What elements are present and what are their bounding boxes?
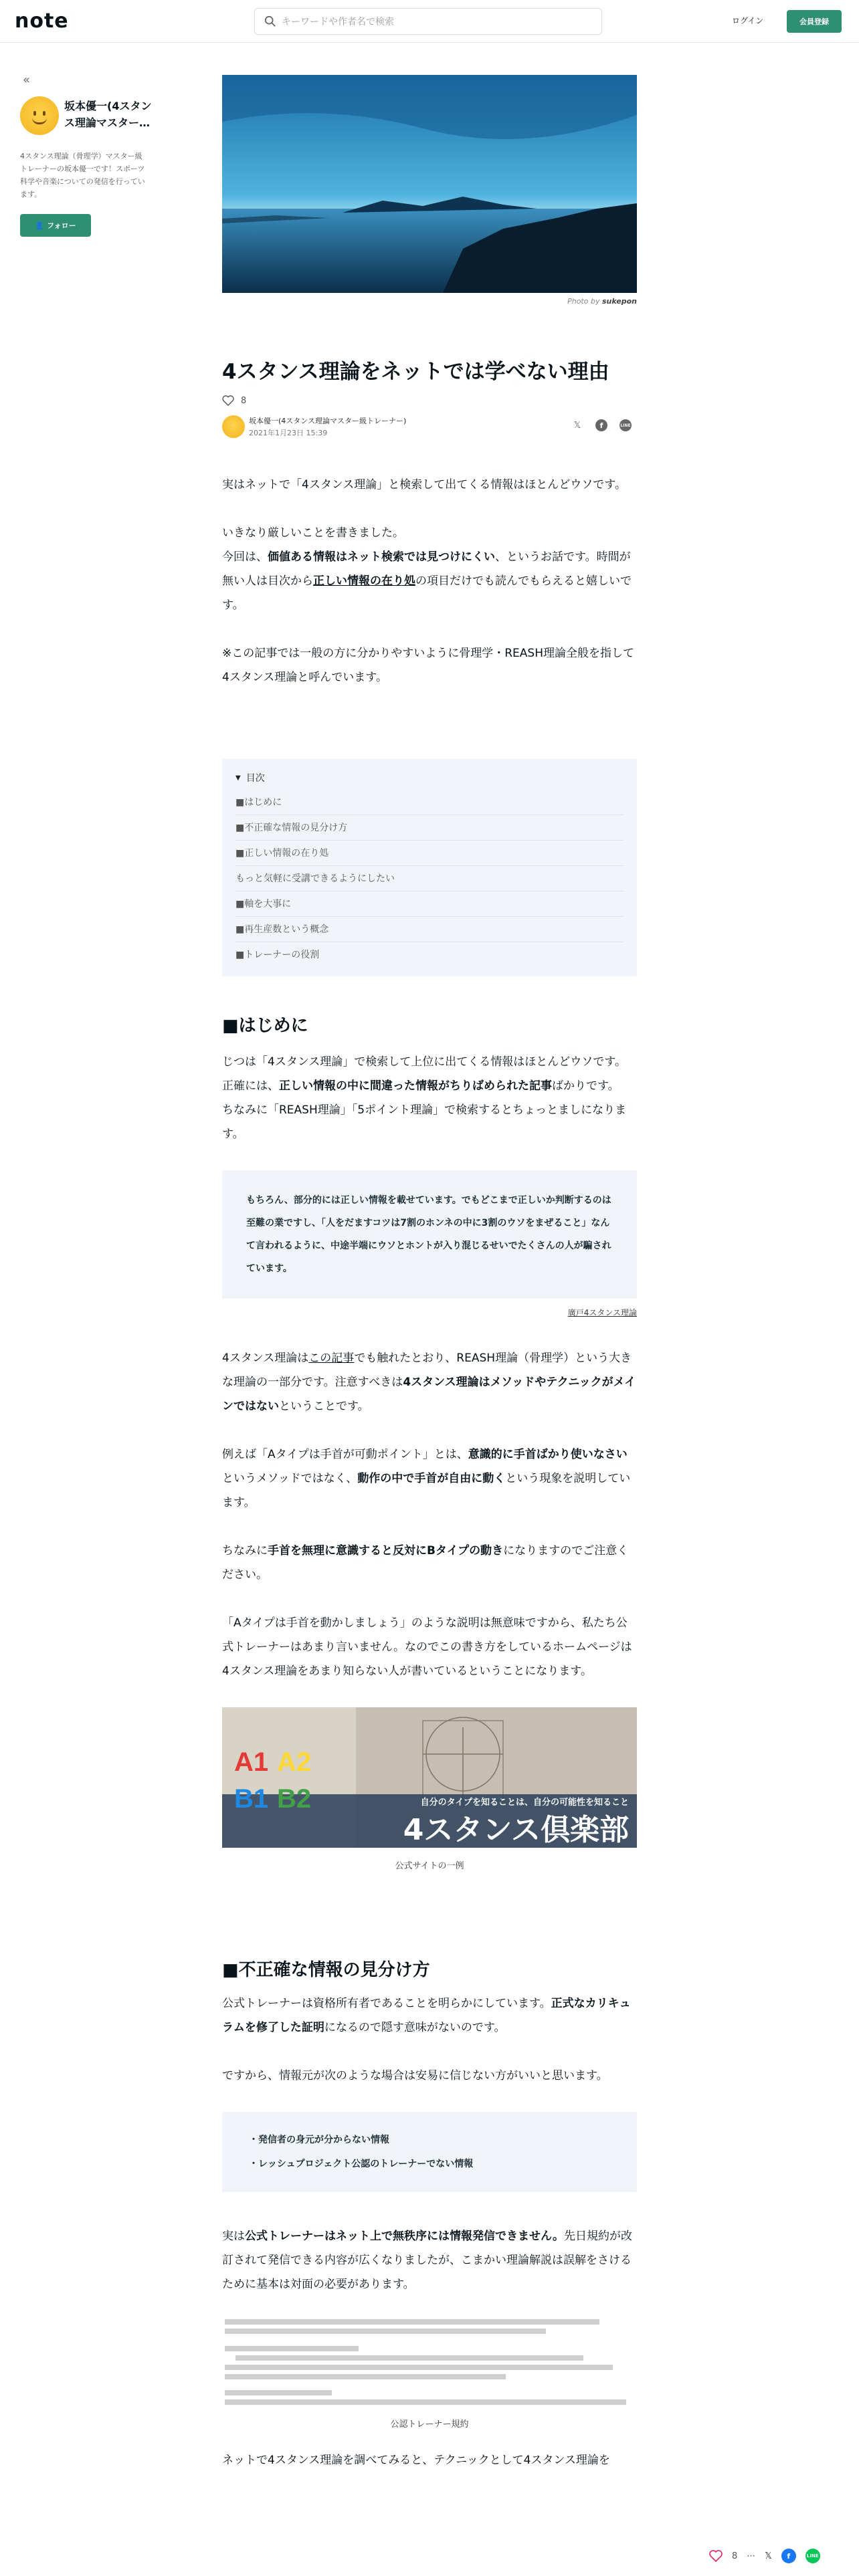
toc-item[interactable]: ■再生産数という概念 <box>235 917 624 942</box>
line-share-icon[interactable]: LINE <box>805 2549 820 2563</box>
section2-body-2 <box>222 2224 637 2296</box>
svg-text:A2: A2 <box>277 1747 312 1777</box>
bullet-box <box>222 2112 637 2192</box>
publish-date: 2021年1月23日 15:39 <box>249 429 328 437</box>
toc-item[interactable]: ■正しい情報の在り処 <box>235 841 624 866</box>
search-input[interactable] <box>254 8 602 35</box>
toc-item[interactable]: ■トレーナーの役割 <box>235 950 320 960</box>
paragraph: 公式トレーナーは資格所有者であることを明らかにしています。正式なカリキュラムを修了した証明になるので隠す意味がないのです。 <box>222 1997 631 2034</box>
paragraph: ネットで4スタンス理論を調べてみると、テクニックとして4スタンス理論を <box>222 2454 610 2467</box>
paragraph: 4スタンス理論はこの記事でも触れたとおり、REASH理論（骨理学）という大きな理論の一部分です。注意すべきは4スタンス理論はメソッドやテクニックがメインではないということです。 <box>222 1352 636 1413</box>
person-plus-icon: 👤 <box>35 221 45 230</box>
floating-action-bar <box>709 2547 820 2565</box>
facebook-share-icon[interactable]: f <box>781 2549 796 2563</box>
blockquote: もちろん、部分的には正しい情報を載せています。でもどこまで正しいか判断するのは至難の業ですし、「人をだますコツは7割のホンネの中に3割のウソをまぜること」なんて言われるように、中途半端にウソとホントが入り混じるせいでたくさんの人が騙されています。 <box>222 1170 637 1299</box>
author-small-avatar[interactable] <box>222 415 245 438</box>
paragraph: 実は公式トレーナーはネット上で無秩序には情報発信できません。先日規約が改訂されて発信できる内容が広くなりましたが、こまかい理論解説は誤解をさけるために基本は対面の必要があります。 <box>222 2230 633 2291</box>
signup-button[interactable]: 会員登録 <box>787 10 842 33</box>
paragraph: いきなり厳しいことを書きました。 <box>222 526 404 540</box>
toc-toggle[interactable]: ▼ 目次 <box>235 773 265 784</box>
section-heading: ■はじめに <box>222 1016 308 1036</box>
follow-label: フォロー <box>47 221 76 230</box>
hero-image <box>222 75 637 293</box>
search-placeholder: キーワードや作者名で検索 <box>282 17 394 27</box>
article-title: 4スタンス理論をネットでは学べない理由 <box>222 360 609 384</box>
toc-item[interactable]: ■はじめに <box>235 790 624 815</box>
table-of-contents <box>222 759 637 976</box>
article-main <box>222 75 637 2472</box>
section2-body <box>222 1992 637 2088</box>
facebook-share-icon[interactable]: f <box>595 419 607 431</box>
sidebar-author-name[interactable]: 坂本優一(4スタンス理論マスター… <box>64 100 152 129</box>
more-icon[interactable]: ⋯ <box>747 2551 756 2561</box>
section1-body-2 <box>222 1346 637 1683</box>
heart-icon[interactable] <box>709 2550 723 2562</box>
login-link[interactable]: ログイン <box>732 16 764 25</box>
top-header <box>0 0 859 43</box>
collapse-sidebar-icon[interactable]: « <box>23 73 31 87</box>
paragraph: 「Aタイプは手首を動かしましょう」のような説明は無意味ですから、私たち公式トレーナーはあまり言いません。なのでこの書き方をしているホームページは4スタンス理論をあまり知らない人が書いているということになります。 <box>222 1616 632 1678</box>
paragraph: ちなみに「REASH理論」「5ポイント理論」で検索するとちょっとましになります。 <box>222 1103 627 1141</box>
paragraph: ですから、情報元が次のような場合は安易に信じない方がいいと思います。 <box>222 2069 608 2082</box>
section-heading: ■不正確な情報の見分け方 <box>222 1960 430 1980</box>
section1-body <box>222 1050 637 1146</box>
terms-screenshot <box>222 2315 637 2409</box>
follow-button[interactable] <box>20 214 91 237</box>
paragraph: ※この記事では一般の方に分かりやすいように骨理学・REASH理論全般を指して4スタンス理論と呼んでいます。 <box>222 647 634 684</box>
figure-caption: 公認トレーナー規約 <box>390 2420 469 2430</box>
toc-item[interactable]: ■不正確な情報の見分け方 <box>235 815 624 841</box>
search-icon <box>264 15 276 27</box>
svg-text:B1: B1 <box>234 1784 269 1814</box>
note-logo[interactable]: note <box>15 9 69 33</box>
like-count: 8 <box>732 2551 738 2561</box>
toc-item[interactable]: ■軸を大事に <box>235 891 624 917</box>
paragraph: 例えば「Aタイプは手首が可動ポイント」とは、意識的に手首ばかり使いなさいというメソッドではなく、動作の中で手首が自由に動くという現象を説明しています。 <box>222 1448 631 1509</box>
article-body <box>222 473 637 689</box>
quote-source-link[interactable]: 廣戸4スタンス理論 <box>567 1308 637 1317</box>
like-row <box>222 395 637 406</box>
svg-text:自分のタイプを知ることは、自分の可能性を知ること: 自分のタイプを知ることは、自分の可能性を知ること <box>420 1798 629 1808</box>
sidebar-author-bio: 4スタンス理論（骨理学）マスター級トレーナーの坂本優一です！スポーツ科学や音楽についての発信を行っています。 <box>20 152 145 199</box>
section2-body-3 <box>222 2448 637 2472</box>
author-avatar[interactable] <box>20 96 59 135</box>
svg-text:4スタンス倶楽部: 4スタンス倶楽部 <box>403 1813 629 1847</box>
author-row <box>222 414 637 441</box>
four-stance-club-banner <box>222 1707 637 1848</box>
x-share-icon[interactable]: 𝕏 <box>573 420 581 431</box>
paragraph: 実はネットで「4スタンス理論」と検索して出てくる情報はほとんどウソです。 <box>222 478 626 492</box>
figure-caption: 公式サイトの一例 <box>395 1861 464 1871</box>
bullet-item: ・発信者の身元が分からない情報 <box>249 2135 389 2145</box>
svg-text:B2: B2 <box>277 1784 312 1814</box>
bullet-item: ・レッシュプロジェクト公認のトレーナーでない情報 <box>249 2159 474 2169</box>
paragraph: じつは「4スタンス理論」で検索して上位に出てくる情報はほとんどウソです。正確には、正しい情報の中に間違った情報がちりばめられた記事ばかりです。 <box>222 1055 626 1093</box>
author-name[interactable]: 坂本優一(4スタンス理論マスター級トレーナー) <box>249 417 407 425</box>
banner-figure <box>222 1707 637 1871</box>
svg-text:A1: A1 <box>234 1747 269 1777</box>
caret-down-icon: ▼ <box>235 774 241 782</box>
photo-credit: Photo by sukepon <box>567 297 637 306</box>
photo-credit-author[interactable]: sukepon <box>601 297 637 306</box>
x-share-icon[interactable]: 𝕏 <box>765 2551 772 2561</box>
paragraph: 今回は、価値ある情報はネット検索では見つけにくい、というお話です。時間が無い人は目次から正しい情報の在り処の項目だけでも読んでもらえると嬉しいです。 <box>222 550 632 612</box>
like-count: 8 <box>241 395 247 406</box>
toc-item[interactable]: もっと気軽に受講できるようにしたい <box>235 866 624 891</box>
share-buttons <box>571 419 632 431</box>
toc-link[interactable]: 正しい情報の在り処 <box>313 574 415 588</box>
inline-link[interactable]: この記事 <box>308 1352 355 1365</box>
heart-icon[interactable] <box>222 395 234 406</box>
line-share-icon[interactable]: LINE <box>619 419 632 431</box>
paragraph: ちなみに手首を無理に意識すると反対にBタイプの動きになりますのでご注意ください。 <box>222 1544 629 1582</box>
terms-figure <box>222 2315 637 2430</box>
